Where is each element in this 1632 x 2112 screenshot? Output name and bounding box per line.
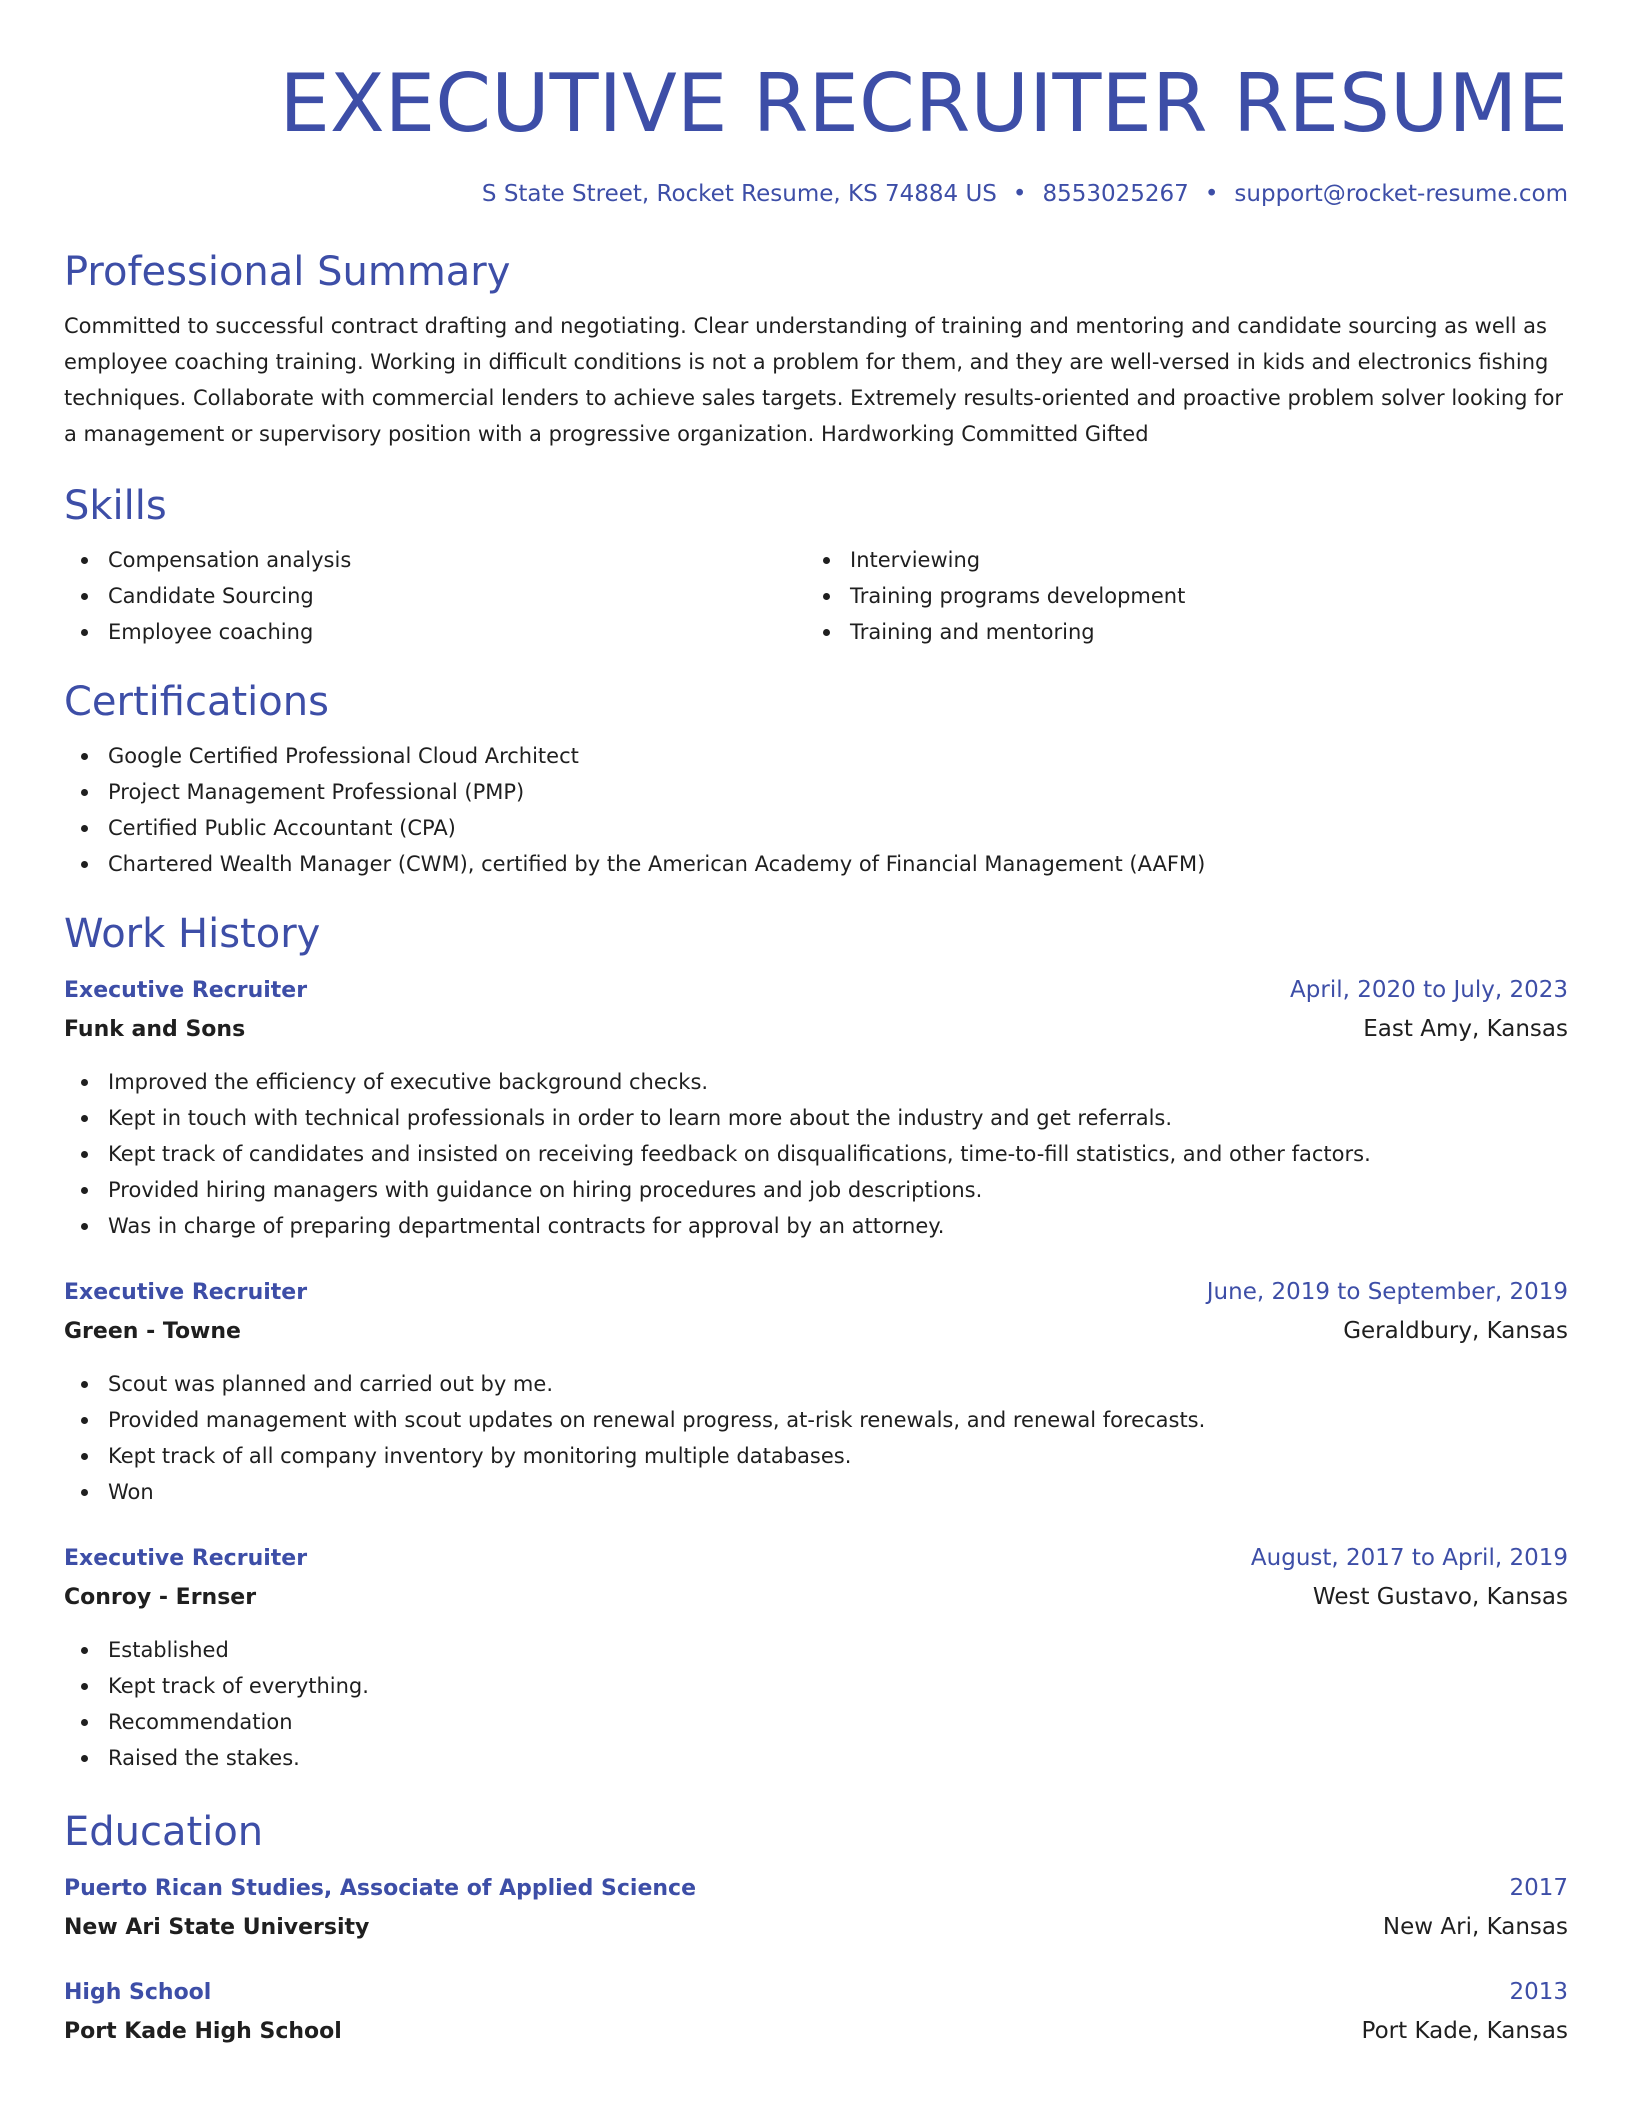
skills-list-right xyxy=(806,542,1548,650)
certification-item: Chartered Wealth Manager (CWM), certified by the American Academy of Financial Management (AAFM) xyxy=(64,846,1568,882)
education-entry xyxy=(64,1974,1568,2052)
school-name: Port Kade High School xyxy=(64,2019,342,2044)
job-bullet: Raised the stakes. xyxy=(64,1740,1568,1776)
contact-line xyxy=(64,178,1568,210)
company-name: Conroy - Ernser xyxy=(64,1585,257,1610)
skill-item: Compensation analysis xyxy=(64,542,806,578)
skill-item: Candidate Sourcing xyxy=(64,578,806,614)
job-title: Executive Recruiter xyxy=(64,1546,308,1571)
job-bullet: Kept track of candidates and insisted on receiving feedback on disqualifications, time-to-fill statistics, and other factors. xyxy=(64,1136,1568,1172)
skills-heading: Skills xyxy=(64,483,167,529)
job-entry xyxy=(64,1540,1568,1776)
degree-name: High School xyxy=(64,1980,212,2005)
job-title: Executive Recruiter xyxy=(64,1280,308,1305)
job-bullet: Won xyxy=(64,1474,1568,1510)
education-year: 2017 xyxy=(1509,1875,1568,1901)
certifications-list xyxy=(64,738,1568,882)
school-name: New Ari State University xyxy=(64,1915,370,1940)
skills-list-left xyxy=(64,542,806,650)
job-dates: June, 2019 to September, 2019 xyxy=(1206,1279,1568,1305)
certifications-heading: Certifications xyxy=(64,679,329,725)
job-bullet: Kept track of everything. xyxy=(64,1668,1568,1704)
skills-columns xyxy=(64,542,1568,650)
certification-item: Certified Public Accountant (CPA) xyxy=(64,810,1568,846)
summary-heading: Professional Summary xyxy=(64,249,511,295)
skill-item: Training programs development xyxy=(806,578,1548,614)
job-bullets xyxy=(64,1366,1568,1510)
school-location: Port Kade, Kansas xyxy=(1361,2018,1568,2044)
summary-text: Committed to successful contract drafting and negotiating. Clear understanding of training and mentoring and candidate sourcing as well as employee coaching training. Working in difficult conditions is not a problem for them, and they are well-versed in kids and electronics fishing techniques. Collaborate with commercial lenders to achieve sales targets. Extremely results-oriented and proactive problem solver looking for a management or supervisory position with a progressive organization. Hardworking Committed Gifted xyxy=(64,314,1564,446)
job-bullet: Kept track of all company inventory by monitoring multiple databases. xyxy=(64,1438,1568,1474)
job-bullets xyxy=(64,1064,1568,1244)
education-year: 2013 xyxy=(1509,1979,1568,2005)
job-entry xyxy=(64,1274,1568,1510)
school-location: New Ari, Kansas xyxy=(1382,1914,1568,1940)
skill-item: Employee coaching xyxy=(64,614,806,650)
degree-name: Puerto Rican Studies, Associate of Applied Science xyxy=(64,1876,696,1901)
job-entry xyxy=(64,972,1568,1244)
job-title: Executive Recruiter xyxy=(64,978,308,1003)
job-bullet: Improved the efficiency of executive background checks. xyxy=(64,1064,1568,1100)
job-bullet: Provided management with scout updates on renewal progress, at-risk renewals, and renewal forecasts. xyxy=(64,1402,1568,1438)
bullet-separator: • xyxy=(1012,181,1027,207)
job-location: East Amy, Kansas xyxy=(1363,1016,1568,1042)
job-location: West Gustavo, Kansas xyxy=(1312,1584,1568,1610)
company-name: Funk and Sons xyxy=(64,1017,246,1042)
education-heading: Education xyxy=(64,1809,264,1855)
work-history-heading: Work History xyxy=(64,911,321,957)
contact-email: support@rocket-resume.com xyxy=(1234,181,1568,207)
contact-address: S State Street, Rocket Resume, KS 74884 US xyxy=(481,181,997,207)
job-dates: April, 2020 to July, 2023 xyxy=(1290,977,1568,1003)
certification-item: Project Management Professional (PMP) xyxy=(64,774,1568,810)
job-bullet: Kept in touch with technical professionals in order to learn more about the industry and get referrals. xyxy=(64,1100,1568,1136)
skill-item: Interviewing xyxy=(806,542,1548,578)
job-bullets xyxy=(64,1632,1568,1776)
job-bullet: Established xyxy=(64,1632,1568,1668)
job-location: Geraldbury, Kansas xyxy=(1343,1318,1568,1344)
contact-phone: 8553025267 xyxy=(1042,181,1189,207)
education-entry xyxy=(64,1870,1568,1948)
job-bullet: Scout was planned and carried out by me. xyxy=(64,1366,1568,1402)
resume-title: EXECUTIVE RECRUITER RESUME xyxy=(279,57,1568,150)
job-bullet: Provided hiring managers with guidance on hiring procedures and job descriptions. xyxy=(64,1172,1568,1208)
job-bullet: Was in charge of preparing departmental contracts for approval by an attorney. xyxy=(64,1208,1568,1244)
skill-item: Training and mentoring xyxy=(806,614,1548,650)
company-name: Green - Towne xyxy=(64,1319,241,1344)
job-bullet: Recommendation xyxy=(64,1704,1568,1740)
job-dates: August, 2017 to April, 2019 xyxy=(1250,1545,1568,1571)
bullet-separator: • xyxy=(1204,181,1219,207)
certification-item: Google Certified Professional Cloud Architect xyxy=(64,738,1568,774)
resume-page xyxy=(64,0,1568,2052)
